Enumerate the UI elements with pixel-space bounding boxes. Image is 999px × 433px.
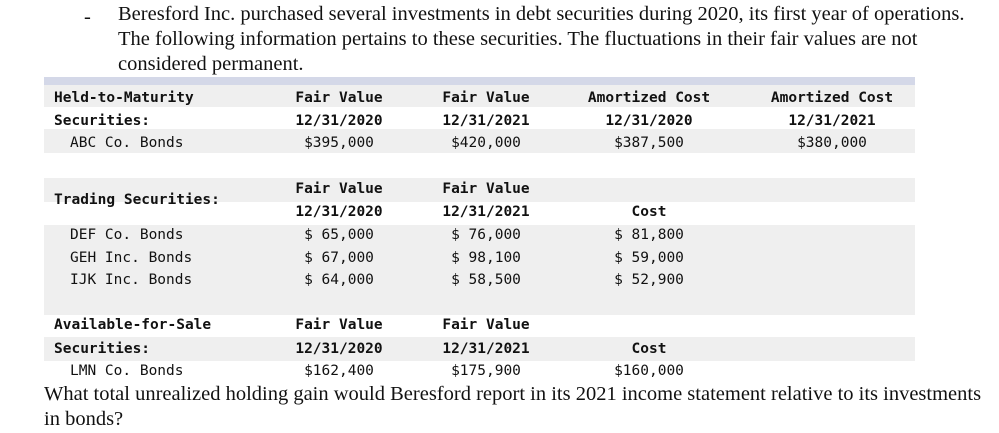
question-text: What total unrealized holding gain would Beresford report in its 2021 income statement relative to its investments in bonds?	[44, 383, 982, 430]
fair-value-2020: $ 67,000	[304, 250, 374, 266]
cost: $ 81,800	[614, 227, 684, 243]
fair-value-2020: $ 64,000	[304, 272, 374, 288]
trading-heading: Trading Securities:	[54, 192, 220, 208]
security-name: DEF Co. Bonds	[70, 227, 184, 243]
problem-intro	[0, 0, 999, 78]
afs-heading-line1: Available-for-Sale	[54, 317, 212, 333]
security-name: GEH Inc. Bonds	[70, 250, 193, 266]
htm-col-header-fv2020: Fair Value	[295, 90, 383, 106]
security-name: ABC Co. Bonds	[70, 135, 184, 151]
cost: $ 59,000	[614, 250, 684, 266]
htm-heading-line2: Securities:	[54, 113, 151, 129]
htm-col-header-ac2021-date: 12/31/2021	[788, 113, 876, 129]
intro-paragraph: Beresford Inc. purchased several investments in debt securities during 2020, its first year of operations. The following information pertains to these securities. The fluctuations in their fair values are not considered permanent.	[118, 3, 965, 75]
row-band	[44, 293, 915, 315]
security-name: IJK Inc. Bonds	[70, 272, 193, 288]
fair-value-2021: $420,000	[451, 135, 521, 151]
amortized-cost-2021: $380,000	[797, 135, 867, 151]
fair-value-2021: $ 76,000	[451, 227, 521, 243]
trading-col-header-fv2021: Fair Value	[442, 181, 530, 197]
fair-value-2020: $ 65,000	[304, 227, 374, 243]
trading-col-header-fv2020-date: 12/31/2020	[295, 204, 383, 220]
trading-col-header-cost: Cost	[631, 204, 667, 220]
afs-col-header-cost: Cost	[631, 341, 667, 357]
securities-table	[44, 77, 915, 383]
htm-col-header-ac2020: Amortized Cost	[587, 90, 711, 106]
bullet-dash: -	[84, 6, 91, 28]
htm-col-header-fv2021: Fair Value	[442, 90, 530, 106]
htm-col-header-ac2021: Amortized Cost	[770, 90, 894, 106]
htm-col-header-fv2020-date: 12/31/2020	[295, 113, 383, 129]
table-top-bar	[44, 77, 915, 85]
htm-col-header-ac2020-date: 12/31/2020	[605, 113, 693, 129]
afs-col-header-fv2021-date: 12/31/2021	[442, 341, 530, 357]
cost: $160,000	[614, 363, 684, 379]
afs-heading-line2: Securities:	[54, 341, 151, 357]
fair-value-2020: $162,400	[304, 363, 374, 379]
fair-value-2021: $ 58,500	[451, 272, 521, 288]
afs-col-header-fv2021: Fair Value	[442, 317, 530, 333]
fair-value-2021: $175,900	[451, 363, 521, 379]
amortized-cost-2020: $387,500	[614, 135, 684, 151]
cost: $ 52,900	[614, 272, 684, 288]
trading-col-header-fv2021-date: 12/31/2021	[442, 204, 530, 220]
afs-col-header-fv2020-date: 12/31/2020	[295, 341, 383, 357]
fair-value-2020: $395,000	[304, 135, 374, 151]
afs-col-header-fv2020: Fair Value	[295, 317, 383, 333]
fair-value-2021: $ 98,100	[451, 250, 521, 266]
htm-heading-line1: Held-to-Maturity	[54, 90, 194, 106]
htm-col-header-fv2021-date: 12/31/2021	[442, 113, 530, 129]
security-name: LMN Co. Bonds	[70, 363, 184, 379]
trading-col-header-fv2020: Fair Value	[295, 181, 383, 197]
